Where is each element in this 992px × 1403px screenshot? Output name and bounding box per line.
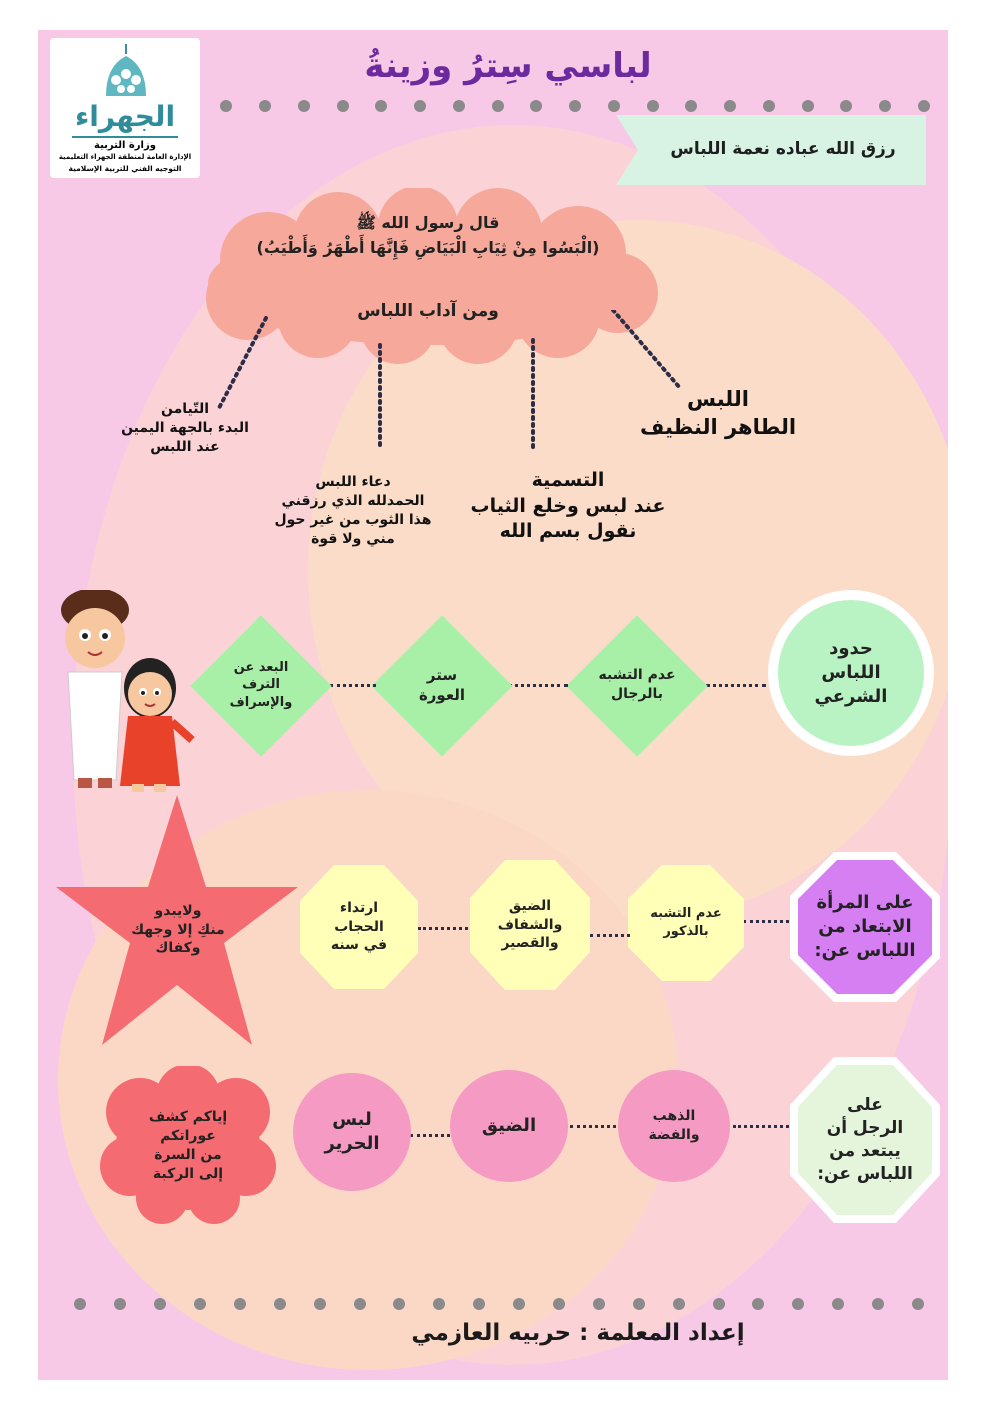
men-head-line-2: الرجل أن: [826, 1118, 904, 1139]
women-head-line-3: اللباس عن:: [814, 940, 916, 962]
women-o3-line-1: ارتداء: [339, 899, 379, 916]
limits-circle-line-3: الشرعي: [814, 686, 888, 708]
cloud-line-3: ومن آداب اللباس: [357, 301, 499, 321]
children-illustration: [50, 590, 200, 800]
etiquette-dua-title: دعاء اللبس: [315, 474, 391, 490]
etiquette-right: [100, 400, 270, 457]
limits-d2-line-2: العورة: [418, 686, 466, 704]
women-o2-line-2: والشفاف: [497, 916, 563, 933]
etiquette-dua: [258, 473, 448, 549]
limits-d3-line-1: البعد عن: [233, 659, 289, 675]
men-head-line-3: يبتعد من: [829, 1141, 901, 1161]
banner-text: رزق الله عباده نعمة اللباس: [670, 139, 896, 159]
limits-diamond-3-label: [196, 645, 326, 725]
men-c1-line-1: الذهب: [652, 1108, 696, 1125]
men-blob-label: [120, 1086, 256, 1206]
men-head-line-4: اللباس عن:: [817, 1163, 913, 1184]
etiquette-dua-line-3: هذا الثوب من غير حول: [274, 511, 432, 528]
men-head-line-1: على: [847, 1095, 883, 1116]
cloud-connectors: [208, 310, 688, 460]
limits-circle-label: [778, 600, 924, 746]
limits-d3-line-3: والإسراف: [229, 694, 293, 710]
men-connector-2: [570, 1125, 616, 1128]
page-title: لباسي سِترُ وزينةُ: [364, 46, 652, 86]
women-o3-line-2: الحجاب: [334, 918, 384, 935]
etiquette-basmala-title: التسمية: [531, 469, 605, 491]
women-connector-1: [743, 920, 789, 923]
women-connector-3: [418, 927, 468, 930]
mosque-logo-icon: [100, 44, 152, 102]
top-dotted-separator: [220, 100, 930, 112]
footer-author: إعداد المعلمة : حربيه العازمي: [411, 1320, 745, 1346]
women-star-line-2: منكِ إلا وجهك: [131, 921, 225, 938]
etiquette-clean-desc: الطاهر النظيف: [639, 415, 797, 440]
etiquette-right-title: التّيامن: [160, 401, 209, 417]
men-circle-3-label: [293, 1073, 411, 1191]
men-connector-3: [410, 1134, 450, 1137]
women-o1-line-2: بالذكور: [663, 924, 709, 939]
limits-d1-line-2: بالرجال: [611, 686, 663, 702]
logo-line-1: وزارة التربية: [94, 140, 156, 151]
limits-connector-3: [330, 684, 376, 687]
limits-d2-line-1: ستر: [426, 665, 458, 684]
logo-divider: [72, 136, 178, 138]
limits-circle-line-2: اللباس: [821, 661, 881, 683]
women-connector-2: [590, 934, 630, 937]
cloud-line-1: قال رسول الله ﷺ: [356, 213, 500, 232]
men-circle-1-label: [618, 1070, 730, 1182]
limits-connector-2: [508, 684, 568, 687]
logo-line-2: الإدارة العامة لمنطقة الجهراء التعليمية: [58, 153, 192, 161]
men-blob-line-3: من السرة: [154, 1147, 222, 1163]
men-c3-line-2: الحرير: [324, 1133, 380, 1154]
etiquette-dua-line-4: مني ولا قوة: [311, 530, 395, 547]
women-octagon-label: [798, 860, 932, 994]
etiquette-right-line-3: عند اللبس: [150, 438, 220, 455]
women-head-line-2: الابتعاد من: [818, 915, 912, 937]
men-circle-2-label: [450, 1070, 568, 1182]
women-o3-line-3: في سنه: [330, 937, 388, 954]
cloud-hadith: (الْبَسُوا مِنْ ثِيَابِ الْبَيَاضِ فَإِنَّهَا أَطْهَرُ وَأَطْيَبُ): [256, 238, 600, 257]
men-connector-1: [733, 1125, 789, 1128]
women-octagon-1-label: [628, 865, 744, 981]
men-octagon-label: [798, 1065, 932, 1215]
limits-diamond-1-label: [572, 650, 702, 720]
logo-brand: الجهراء: [74, 100, 176, 133]
men-blob-line-2: عوراتكم: [160, 1128, 216, 1145]
limits-connector-1: [706, 684, 766, 687]
women-o1-line-1: عدم التشبه: [650, 906, 722, 922]
limits-d1-line-1: عدم التشبه: [598, 667, 676, 684]
men-c2-line-1: الضيق: [481, 1114, 537, 1136]
women-o2-line-3: والقصير: [501, 935, 559, 952]
etiquette-right-line-2: البدء بالجهة اليمين: [121, 419, 249, 436]
logo-card: [50, 38, 200, 178]
women-octagon-2-label: [470, 860, 590, 990]
women-head-line-1: على المرأة: [816, 891, 914, 913]
women-star-line-3: وكفاك: [155, 940, 201, 957]
limits-diamond-2-label: [377, 650, 507, 720]
women-star-label: [108, 890, 248, 970]
men-c1-line-2: والفضة: [648, 1127, 700, 1143]
men-c3-line-1: لبس: [332, 1108, 372, 1130]
men-blob-line-1: إياكم كشف: [148, 1109, 228, 1126]
etiquette-dua-line-2: الحمدلله الذي رزقني: [281, 492, 425, 509]
etiquette-basmala-line-3: نقول بسم الله: [499, 520, 637, 543]
bottom-dotted-separator: [74, 1298, 924, 1310]
women-o2-line-1: الضيق: [508, 897, 552, 914]
etiquette-basmala-line-2: عند لبس وخلع الثياب: [470, 494, 666, 517]
etiquette-basmala: [448, 468, 688, 545]
etiquette-clean-title: اللبس: [687, 387, 749, 411]
poster-page: [38, 30, 948, 1380]
men-blob-line-4: إلى الركبة: [152, 1165, 224, 1182]
logo-line-3: التوجيه الفني للتربية الإسلامية: [68, 164, 182, 173]
etiquette-clean: [628, 385, 808, 442]
limits-circle-line-1: حدود: [829, 637, 873, 659]
women-octagon-3-label: [300, 865, 418, 989]
women-star-line-1: ولايبدو: [154, 902, 202, 919]
limits-d3-line-2: الترف: [242, 677, 280, 693]
